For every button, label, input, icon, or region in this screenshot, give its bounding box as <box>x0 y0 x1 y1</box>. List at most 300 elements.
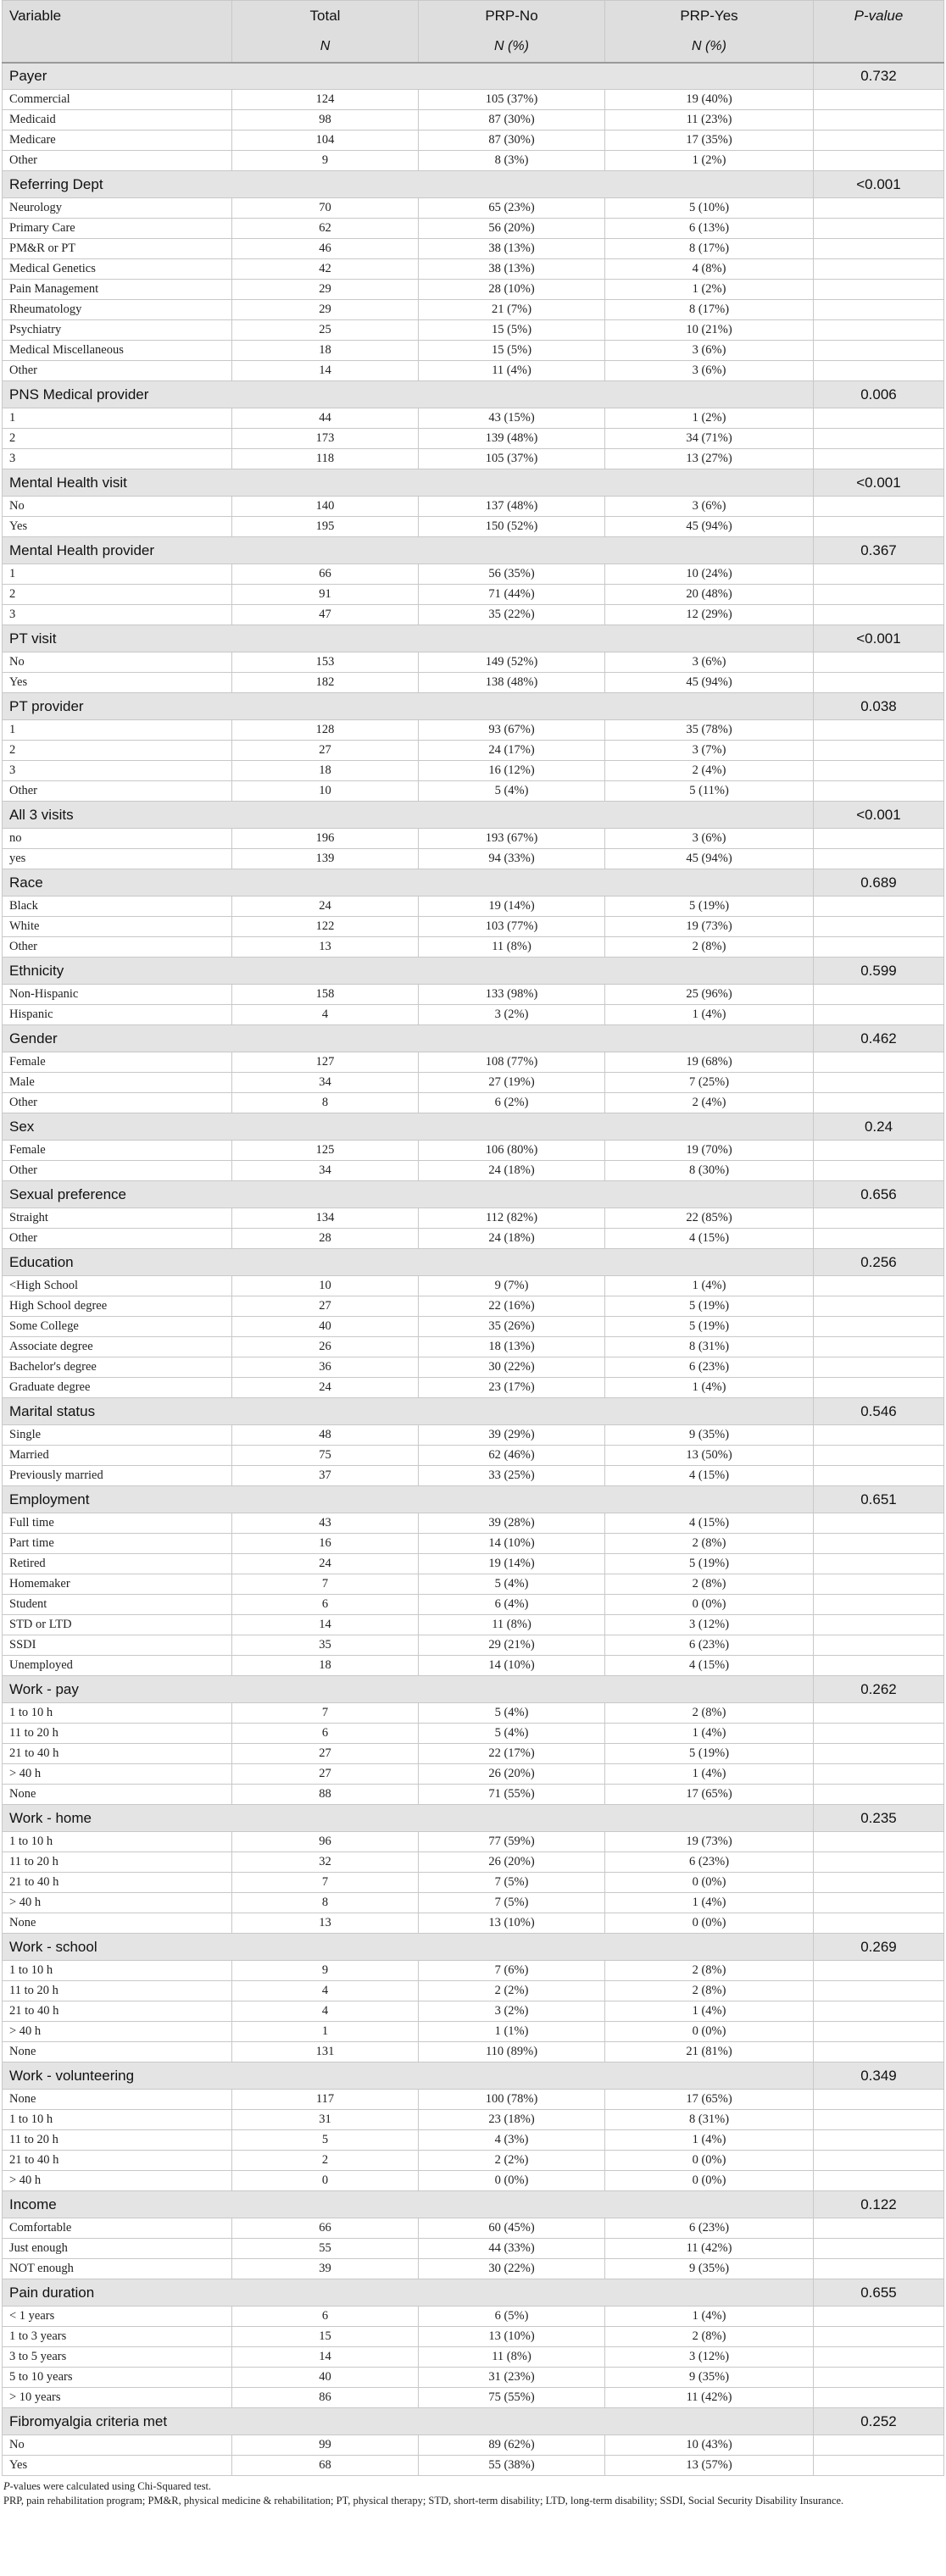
table-row <box>3 2388 944 2408</box>
subheader-row <box>3 32 944 63</box>
row-total: 124 <box>232 90 419 110</box>
row-total: 9 <box>232 151 419 171</box>
row-prp-no: 33 (25%) <box>419 1466 605 1486</box>
row-total: 91 <box>232 585 419 605</box>
table-row <box>3 1466 944 1486</box>
table-row <box>3 1161 944 1181</box>
row-prp-no: 137 (48%) <box>419 497 605 517</box>
row-prp-yes: 0 (0%) <box>605 2171 814 2191</box>
row-total: 27 <box>232 1764 419 1785</box>
row-prp-yes: 35 (78%) <box>605 720 814 741</box>
row-total: 42 <box>232 259 419 280</box>
group-pvalue: 0.546 <box>814 1398 944 1425</box>
group-label: Marital status <box>3 1398 814 1425</box>
group-label: Mental Health visit <box>3 469 814 497</box>
table-row <box>3 2456 944 2476</box>
table-row <box>3 2151 944 2171</box>
table-row <box>3 2110 944 2130</box>
row-pvalue-empty <box>814 1574 944 1595</box>
row-prp-yes: 1 (4%) <box>605 1378 814 1398</box>
table-row <box>3 1378 944 1398</box>
row-category: 21 to 40 h <box>3 1873 232 1893</box>
row-pvalue-empty <box>814 449 944 469</box>
row-category: Yes <box>3 2456 232 2476</box>
header-row <box>3 1 944 32</box>
table-row <box>3 2239 944 2259</box>
group-header-row <box>3 2408 944 2435</box>
group-label: Sex <box>3 1113 814 1141</box>
row-prp-yes: 2 (4%) <box>605 761 814 781</box>
row-pvalue-empty <box>814 2001 944 2022</box>
table-row <box>3 2130 944 2151</box>
subheader-prp-no: N (%) <box>419 32 605 63</box>
row-total: 40 <box>232 1317 419 1337</box>
row-category: No <box>3 2435 232 2456</box>
row-prp-no: 15 (5%) <box>419 320 605 341</box>
table-row <box>3 1656 944 1676</box>
row-pvalue-empty <box>814 239 944 259</box>
row-total: 125 <box>232 1141 419 1161</box>
row-prp-no: 44 (33%) <box>419 2239 605 2259</box>
row-pvalue-empty <box>814 1446 944 1466</box>
row-pvalue-empty <box>814 781 944 802</box>
row-pvalue-empty <box>814 1534 944 1554</box>
row-prp-no: 35 (22%) <box>419 605 605 625</box>
group-label: Mental Health provider <box>3 537 814 564</box>
row-prp-yes: 34 (71%) <box>605 429 814 449</box>
footnote-p-label: P <box>3 2480 10 2492</box>
table-row <box>3 1141 944 1161</box>
table-row <box>3 1296 944 1317</box>
row-prp-no: 14 (10%) <box>419 1656 605 1676</box>
table-row <box>3 429 944 449</box>
group-pvalue: 0.262 <box>814 1676 944 1703</box>
header-prp-yes: PRP-Yes <box>605 1 814 32</box>
table-row <box>3 720 944 741</box>
group-label: PT provider <box>3 693 814 720</box>
table-row <box>3 1073 944 1093</box>
row-pvalue-empty <box>814 1357 944 1378</box>
row-prp-yes: 13 (57%) <box>605 2456 814 2476</box>
table-row <box>3 1574 944 1595</box>
row-prp-yes: 10 (24%) <box>605 564 814 585</box>
row-prp-no: 18 (13%) <box>419 1337 605 1357</box>
row-total: 24 <box>232 1554 419 1574</box>
table-row <box>3 741 944 761</box>
table-row <box>3 2090 944 2110</box>
row-category: Single <box>3 1425 232 1446</box>
row-pvalue-empty <box>814 2151 944 2171</box>
table-row <box>3 1744 944 1764</box>
row-pvalue-empty <box>814 1337 944 1357</box>
row-category: > 40 h <box>3 2171 232 2191</box>
footnote-p-text: -values were calculated using Chi-Squared test. <box>9 2480 212 2492</box>
row-prp-yes: 1 (4%) <box>605 1276 814 1296</box>
row-prp-no: 16 (12%) <box>419 761 605 781</box>
row-total: 37 <box>232 1466 419 1486</box>
row-total: 98 <box>232 110 419 130</box>
table-row <box>3 198 944 219</box>
row-prp-no: 5 (4%) <box>419 1724 605 1744</box>
row-category: 21 to 40 h <box>3 2001 232 2022</box>
row-pvalue-empty <box>814 1378 944 1398</box>
row-pvalue-empty <box>814 2307 944 2327</box>
row-total: 118 <box>232 449 419 469</box>
row-prp-no: 71 (44%) <box>419 585 605 605</box>
row-total: 4 <box>232 1005 419 1025</box>
group-pvalue: 0.038 <box>814 693 944 720</box>
row-category: Student <box>3 1595 232 1615</box>
table-row <box>3 219 944 239</box>
table-row <box>3 1595 944 1615</box>
row-pvalue-empty <box>814 1229 944 1249</box>
table-row <box>3 1276 944 1296</box>
group-header-row <box>3 171 944 198</box>
row-category: Yes <box>3 673 232 693</box>
row-category: 11 to 20 h <box>3 1852 232 1873</box>
row-category: 11 to 20 h <box>3 2130 232 2151</box>
row-prp-yes: 5 (19%) <box>605 1744 814 1764</box>
row-category: Female <box>3 1052 232 1073</box>
row-category: Medical Miscellaneous <box>3 341 232 361</box>
row-pvalue-empty <box>814 2130 944 2151</box>
row-prp-no: 105 (37%) <box>419 90 605 110</box>
row-prp-no: 110 (89%) <box>419 2042 605 2062</box>
row-prp-yes: 0 (0%) <box>605 2022 814 2042</box>
row-total: 32 <box>232 1852 419 1873</box>
row-pvalue-empty <box>814 849 944 869</box>
row-prp-yes: 10 (21%) <box>605 320 814 341</box>
row-prp-no: 11 (8%) <box>419 2347 605 2368</box>
group-label: Pain duration <box>3 2279 814 2307</box>
row-prp-no: 35 (26%) <box>419 1317 605 1337</box>
table-row <box>3 1534 944 1554</box>
table-row <box>3 2307 944 2327</box>
row-prp-yes: 2 (8%) <box>605 1703 814 1724</box>
row-pvalue-empty <box>814 1724 944 1744</box>
row-category: Hispanic <box>3 1005 232 1025</box>
row-prp-yes: 2 (8%) <box>605 1961 814 1981</box>
row-total: 7 <box>232 1873 419 1893</box>
row-total: 24 <box>232 1378 419 1398</box>
row-pvalue-empty <box>814 429 944 449</box>
row-prp-yes: 13 (50%) <box>605 1446 814 1466</box>
row-pvalue-empty <box>814 2347 944 2368</box>
table-row <box>3 585 944 605</box>
row-prp-yes: 13 (27%) <box>605 449 814 469</box>
group-header-row <box>3 2279 944 2307</box>
row-total: 128 <box>232 720 419 741</box>
group-label: Payer <box>3 63 814 90</box>
row-category: Comfortable <box>3 2218 232 2239</box>
row-prp-yes: 22 (85%) <box>605 1208 814 1229</box>
row-total: 7 <box>232 1574 419 1595</box>
row-category: NOT enough <box>3 2259 232 2279</box>
row-pvalue-empty <box>814 1466 944 1486</box>
row-prp-no: 22 (17%) <box>419 1744 605 1764</box>
table-row <box>3 2435 944 2456</box>
footnotes <box>2 2476 946 2508</box>
row-category: 2 <box>3 741 232 761</box>
table-row <box>3 1052 944 1073</box>
row-prp-no: 11 (8%) <box>419 1615 605 1635</box>
table-row <box>3 517 944 537</box>
row-category: Straight <box>3 1208 232 1229</box>
row-total: 70 <box>232 198 419 219</box>
row-category: 21 to 40 h <box>3 1744 232 1764</box>
row-prp-yes: 4 (15%) <box>605 1656 814 1676</box>
row-prp-yes: 2 (8%) <box>605 937 814 958</box>
group-header-row <box>3 469 944 497</box>
group-pvalue: 0.006 <box>814 381 944 408</box>
row-category: 11 to 20 h <box>3 1724 232 1744</box>
row-category: None <box>3 2090 232 2110</box>
row-total: 86 <box>232 2388 419 2408</box>
row-total: 40 <box>232 2368 419 2388</box>
row-total: 24 <box>232 897 419 917</box>
group-header-row <box>3 958 944 985</box>
row-pvalue-empty <box>814 1744 944 1764</box>
row-category: Other <box>3 1161 232 1181</box>
row-prp-no: 149 (52%) <box>419 652 605 673</box>
row-category: 3 to 5 years <box>3 2347 232 2368</box>
group-label: Work - school <box>3 1934 814 1961</box>
row-category: 3 <box>3 605 232 625</box>
row-pvalue-empty <box>814 673 944 693</box>
row-prp-no: 89 (62%) <box>419 2435 605 2456</box>
subheader-pvalue <box>814 32 944 63</box>
row-prp-yes: 19 (73%) <box>605 1832 814 1852</box>
row-total: 6 <box>232 1724 419 1744</box>
row-category: Part time <box>3 1534 232 1554</box>
row-prp-no: 5 (4%) <box>419 781 605 802</box>
row-category: Some College <box>3 1317 232 1337</box>
row-pvalue-empty <box>814 300 944 320</box>
row-category: None <box>3 1785 232 1805</box>
row-prp-no: 60 (45%) <box>419 2218 605 2239</box>
row-prp-no: 4 (3%) <box>419 2130 605 2151</box>
table-row <box>3 564 944 585</box>
row-category: Bachelor's degree <box>3 1357 232 1378</box>
row-category: Non-Hispanic <box>3 985 232 1005</box>
table-row <box>3 239 944 259</box>
row-total: 75 <box>232 1446 419 1466</box>
table-row <box>3 1317 944 1337</box>
row-total: 66 <box>232 564 419 585</box>
row-category: 1 <box>3 564 232 585</box>
row-prp-yes: 1 (2%) <box>605 280 814 300</box>
row-pvalue-empty <box>814 517 944 537</box>
row-category: <High School <box>3 1276 232 1296</box>
row-category: 1 <box>3 408 232 429</box>
row-prp-yes: 19 (73%) <box>605 917 814 937</box>
row-prp-no: 24 (17%) <box>419 741 605 761</box>
row-total: 39 <box>232 2259 419 2279</box>
group-header-row <box>3 1398 944 1425</box>
table-row <box>3 917 944 937</box>
row-total: 29 <box>232 300 419 320</box>
row-prp-no: 21 (7%) <box>419 300 605 320</box>
row-total: 134 <box>232 1208 419 1229</box>
row-pvalue-empty <box>814 2110 944 2130</box>
row-prp-yes: 5 (11%) <box>605 781 814 802</box>
row-prp-yes: 3 (7%) <box>605 741 814 761</box>
group-header-row <box>3 1676 944 1703</box>
row-pvalue-empty <box>814 1052 944 1073</box>
row-category: Graduate degree <box>3 1378 232 1398</box>
row-pvalue-empty <box>814 1832 944 1852</box>
row-prp-no: 108 (77%) <box>419 1052 605 1073</box>
row-prp-yes: 3 (6%) <box>605 361 814 381</box>
row-category: Retired <box>3 1554 232 1574</box>
row-total: 13 <box>232 937 419 958</box>
row-prp-yes: 6 (23%) <box>605 1635 814 1656</box>
row-category: Other <box>3 151 232 171</box>
row-category: > 40 h <box>3 2022 232 2042</box>
table-row <box>3 151 944 171</box>
group-pvalue: 0.122 <box>814 2191 944 2218</box>
header-variable: Variable <box>3 1 232 32</box>
table-row <box>3 1785 944 1805</box>
row-prp-yes: 5 (19%) <box>605 897 814 917</box>
group-header-row <box>3 1113 944 1141</box>
row-pvalue-empty <box>814 361 944 381</box>
row-pvalue-empty <box>814 280 944 300</box>
table-row <box>3 1913 944 1934</box>
row-total: 62 <box>232 219 419 239</box>
row-pvalue-empty <box>814 1276 944 1296</box>
row-category: Other <box>3 1093 232 1113</box>
row-prp-yes: 11 (23%) <box>605 110 814 130</box>
group-pvalue: 0.252 <box>814 2408 944 2435</box>
row-total: 46 <box>232 239 419 259</box>
row-total: 1 <box>232 2022 419 2042</box>
row-prp-yes: 7 (25%) <box>605 1073 814 1093</box>
group-header-row <box>3 1249 944 1276</box>
row-category: SSDI <box>3 1635 232 1656</box>
row-prp-no: 8 (3%) <box>419 151 605 171</box>
row-prp-yes: 9 (35%) <box>605 1425 814 1446</box>
row-total: 36 <box>232 1357 419 1378</box>
row-total: 18 <box>232 341 419 361</box>
row-prp-no: 23 (17%) <box>419 1378 605 1398</box>
group-pvalue: <0.001 <box>814 469 944 497</box>
row-total: 9 <box>232 1961 419 1981</box>
row-total: 139 <box>232 849 419 869</box>
group-pvalue: 0.235 <box>814 1805 944 1832</box>
group-pvalue: 0.732 <box>814 63 944 90</box>
row-total: 96 <box>232 1832 419 1852</box>
row-prp-no: 75 (55%) <box>419 2388 605 2408</box>
table-row <box>3 937 944 958</box>
row-total: 15 <box>232 2327 419 2347</box>
row-category: Rheumatology <box>3 300 232 320</box>
row-prp-no: 1 (1%) <box>419 2022 605 2042</box>
row-pvalue-empty <box>814 341 944 361</box>
group-pvalue: <0.001 <box>814 625 944 652</box>
group-pvalue: 0.269 <box>814 1934 944 1961</box>
row-total: 117 <box>232 2090 419 2110</box>
row-pvalue-empty <box>814 151 944 171</box>
row-prp-no: 138 (48%) <box>419 673 605 693</box>
row-prp-no: 11 (8%) <box>419 937 605 958</box>
row-prp-yes: 1 (4%) <box>605 2130 814 2151</box>
row-prp-yes: 19 (40%) <box>605 90 814 110</box>
row-pvalue-empty <box>814 219 944 239</box>
row-category: Other <box>3 781 232 802</box>
row-total: 68 <box>232 2456 419 2476</box>
header-prp-no: PRP-No <box>419 1 605 32</box>
table-row <box>3 1961 944 1981</box>
row-total: 8 <box>232 1093 419 1113</box>
row-prp-no: 26 (20%) <box>419 1852 605 1873</box>
row-total: 88 <box>232 1785 419 1805</box>
group-pvalue: 0.24 <box>814 1113 944 1141</box>
row-pvalue-empty <box>814 1785 944 1805</box>
row-prp-no: 65 (23%) <box>419 198 605 219</box>
row-total: 27 <box>232 1296 419 1317</box>
row-prp-no: 27 (19%) <box>419 1073 605 1093</box>
row-category: Psychiatry <box>3 320 232 341</box>
row-prp-no: 31 (23%) <box>419 2368 605 2388</box>
row-prp-no: 14 (10%) <box>419 1534 605 1554</box>
row-total: 66 <box>232 2218 419 2239</box>
row-prp-yes: 4 (15%) <box>605 1513 814 1534</box>
row-total: 182 <box>232 673 419 693</box>
table-row <box>3 1554 944 1574</box>
table-row <box>3 1832 944 1852</box>
group-pvalue: 0.462 <box>814 1025 944 1052</box>
row-prp-no: 13 (10%) <box>419 2327 605 2347</box>
row-prp-yes: 0 (0%) <box>605 1595 814 1615</box>
row-total: 13 <box>232 1913 419 1934</box>
subheader-variable <box>3 32 232 63</box>
row-pvalue-empty <box>814 259 944 280</box>
row-total: 0 <box>232 2171 419 2191</box>
group-label: Employment <box>3 1486 814 1513</box>
table-row <box>3 1873 944 1893</box>
row-prp-no: 71 (55%) <box>419 1785 605 1805</box>
group-header-row <box>3 63 944 90</box>
table-row <box>3 320 944 341</box>
row-prp-yes: 11 (42%) <box>605 2239 814 2259</box>
row-pvalue-empty <box>814 2239 944 2259</box>
row-prp-yes: 2 (4%) <box>605 1093 814 1113</box>
row-category: 1 to 10 h <box>3 1832 232 1852</box>
row-total: 10 <box>232 1276 419 1296</box>
table-row <box>3 341 944 361</box>
row-prp-no: 23 (18%) <box>419 2110 605 2130</box>
table-row <box>3 2347 944 2368</box>
subheader-total: N <box>232 32 419 63</box>
row-prp-yes: 1 (4%) <box>605 2307 814 2327</box>
row-total: 127 <box>232 1052 419 1073</box>
row-total: 158 <box>232 985 419 1005</box>
row-pvalue-empty <box>814 1981 944 2001</box>
row-category: Other <box>3 361 232 381</box>
header-pvalue: P-value <box>814 1 944 32</box>
row-prp-yes: 5 (19%) <box>605 1554 814 1574</box>
table-row <box>3 761 944 781</box>
table-row <box>3 1852 944 1873</box>
row-total: 6 <box>232 1595 419 1615</box>
row-category: 1 <box>3 720 232 741</box>
row-pvalue-empty <box>814 2327 944 2347</box>
row-category: No <box>3 497 232 517</box>
row-prp-no: 133 (98%) <box>419 985 605 1005</box>
header-total: Total <box>232 1 419 32</box>
row-pvalue-empty <box>814 198 944 219</box>
